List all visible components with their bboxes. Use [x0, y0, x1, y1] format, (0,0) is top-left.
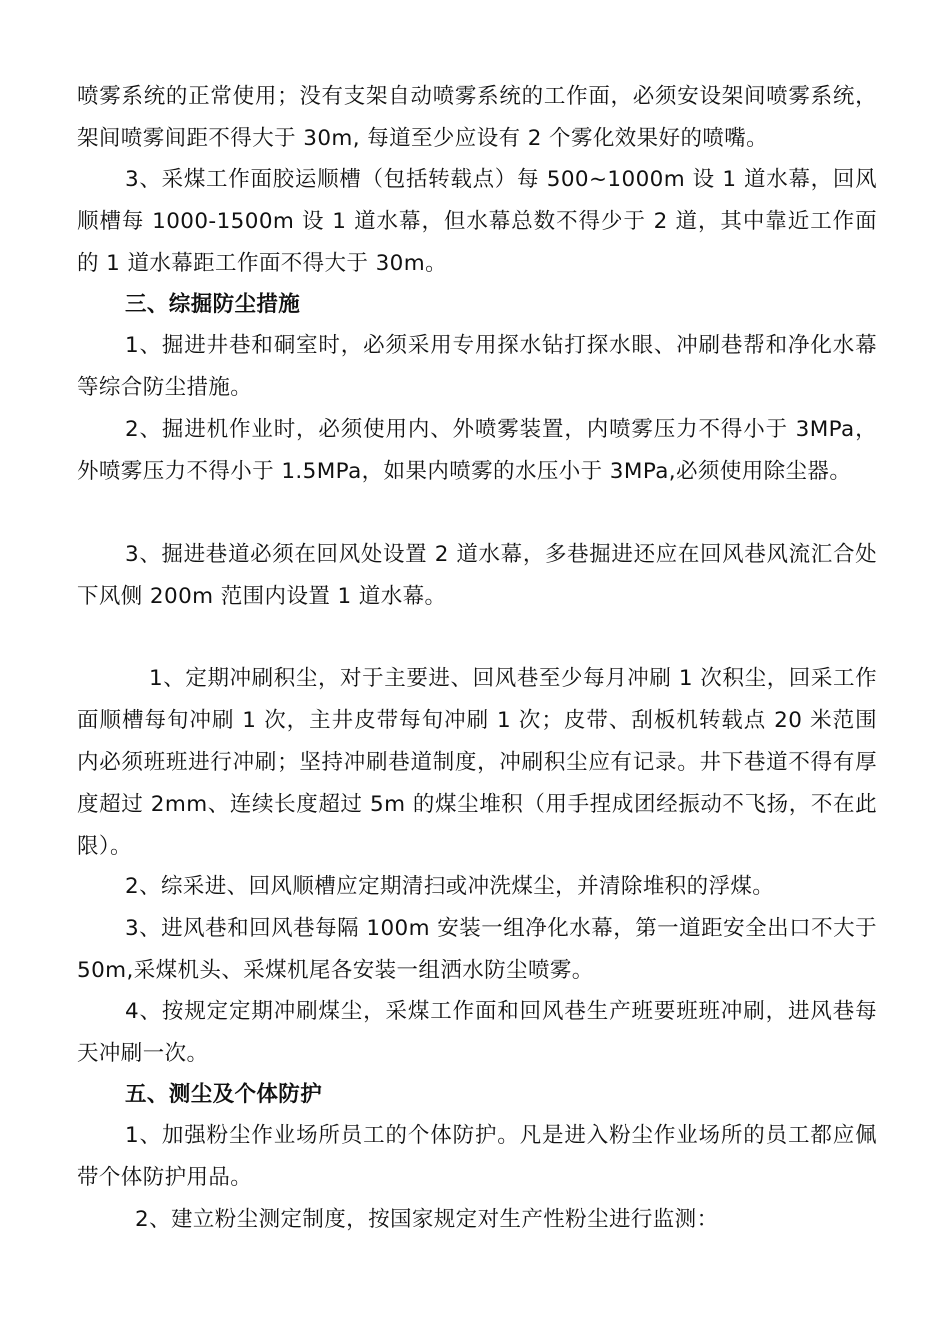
paragraph-roadway-cleaning: 2、综采进、回风顺槽应定期清扫或冲洗煤尘，并清除堆积的浮煤。: [125, 874, 775, 899]
paragraph-personal-protection: 1、加强粉尘作业场所员工的个体防护。凡是进入粉尘作业场所的员工都应佩带个体防护用品。: [77, 1123, 877, 1190]
paragraph-dust-monitoring: 2、建立粉尘测定制度，按国家规定对生产性粉尘进行监测：: [135, 1207, 719, 1232]
section-heading-3: 三、综掘防尘措施: [125, 292, 301, 317]
paragraph-dust-flushing: 1、定期冲刷积尘，对于主要进、回风巷至少每月冲刷 1 次积尘，回采工作面顺槽每旬冲刷 1 次，主井皮带每旬冲刷 1 次；皮带、刮板机转载点 20 米范围内必须班班进行冲刷；坚持冲刷巷道制度，冲刷积尘应有记录。井下巷道不得有厚度超过 2mm、连续长度超过 5m 的煤尘堆积（用手捏成团经振动不飞扬，不在此限）。: [77, 666, 877, 859]
paragraph-purification-curtain: 3、进风巷和回风巷每隔 100m 安装一组净化水幕，第一道距安全出口不大于 50m,采煤机头、采煤机尾各安装一组洒水防尘喷雾。: [77, 916, 877, 983]
paragraph-excavation-water-curtain: 3、掘进巷道必须在回风处设置 2 道水幕，多巷掘进还应在回风巷风流汇合处下风侧 200m 范围内设置 1 道水幕。: [77, 542, 877, 609]
paragraph-excavation-dust-measures: 1、掘进井巷和硐室时，必须采用专用探水钻打探水眼、冲刷巷帮和净化水幕等综合防尘措施。: [77, 333, 877, 400]
paragraph-roadheader-spray: 2、掘进机作业时，必须使用内、外喷雾装置，内喷雾压力不得小于 3MPa，外喷雾压力不得小于 1.5MPa，如果内喷雾的水压小于 3MPa,必须使用除尘器。: [77, 417, 877, 484]
section-heading-5: 五、测尘及个体防护: [125, 1082, 323, 1107]
paragraph-water-curtain-faces: 3、采煤工作面胶运顺槽（包括转载点）每 500~1000m 设 1 道水幕，回风顺槽每 1000-1500m 设 1 道水幕，但水幕总数不得少于 2 道，其中靠近工作面的 1 道水幕距工作面不得大于 30m。: [77, 167, 877, 276]
paragraph-spray-system-continued: 喷雾系统的正常使用；没有支架自动喷雾系统的工作面，必须安设架间喷雾系统，架间喷雾间距不得大于 30m, 每道至少应设有 2 个雾化效果好的喷嘴。: [77, 84, 877, 151]
paragraph-scheduled-flushing: 4、按规定定期冲刷煤尘，采煤工作面和回风巷生产班要班班冲刷，进风巷每天冲刷一次。: [77, 999, 877, 1066]
